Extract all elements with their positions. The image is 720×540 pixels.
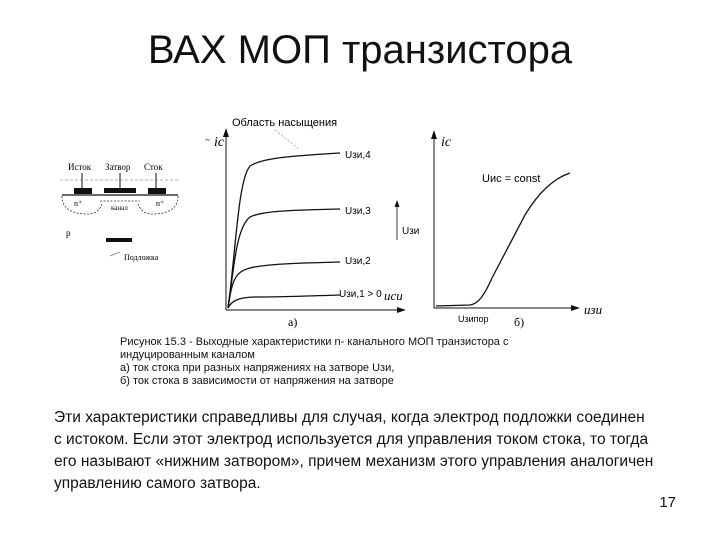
curve-ugs-1 (228, 295, 340, 308)
curve-label-ugs-3: Uзи,3 (345, 206, 371, 217)
channel-label: канал (111, 204, 128, 212)
plot-a-panel-label: а) (288, 315, 298, 329)
body-paragraph: Эти характеристики справедливы для случая, когда электрод подложки соединен с истоком. Если этот электрод используется для управления током стока, то тогда его называют «нижним затвором», причем механизм этого управления аналогичен управлению самого затвора. (54, 409, 654, 492)
output-characteristics-plot (205, 128, 419, 329)
gate-electrode (104, 188, 136, 193)
threshold-label: Uзипор (458, 314, 489, 324)
curve-label-ugs-2: Uзи,2 (345, 256, 371, 267)
caption-line-1: Рисунок 15.3 - Выходные характеристики n- канального МОП транзистора с (120, 336, 509, 348)
drain-contact (148, 188, 166, 194)
source-contact (74, 188, 92, 194)
svg-text:n⁺: n⁺ (156, 199, 165, 208)
caption-line-4: б) ток стока в зависимости от напряжения на затворе (120, 375, 394, 387)
plot-b-panel-label: б) (514, 315, 525, 329)
curve-label-ugs-1: Uзи,1 > 0 (339, 289, 382, 300)
slide-title: ВАХ МОП транзистора (147, 28, 573, 72)
plot-b-y-label: iс (441, 135, 452, 150)
curve-label-ugs-4: Uзи,4 (345, 150, 371, 161)
plot-a-y-label: iс (214, 135, 225, 150)
curve-ugs-3 (228, 209, 340, 308)
caption-line-2: индуцированным каналом (120, 349, 255, 361)
drain-label: Сток (144, 162, 163, 172)
plot-a-x-label: uси (384, 288, 403, 303)
substrate-type-label: p (66, 228, 71, 238)
plot-b-annotation: Uис = const (482, 173, 541, 185)
gate-label: Затвор (105, 162, 131, 172)
curve-ugs-4 (228, 153, 340, 308)
figure-caption (120, 336, 590, 388)
svg-text:n⁺: n⁺ (74, 199, 83, 208)
saturation-pointer (275, 130, 300, 150)
substrate-label: Подложка (124, 253, 159, 262)
mos-cross-section (60, 162, 180, 262)
caption-line-3: а) ток стока при разных напряжениях на затворе Uзи, (120, 362, 395, 374)
plot-b-x-label: uзи (584, 302, 603, 317)
gate-voltage-arrow-label: Uзи (402, 226, 420, 237)
transfer-characteristic-plot (431, 130, 603, 329)
svg-text:~: ~ (205, 135, 210, 145)
substrate-contact (106, 238, 132, 242)
source-label: Исток (68, 162, 92, 172)
curve-ugs-2 (228, 262, 340, 308)
saturation-label: Область насыщения (232, 117, 338, 129)
page-number: 17 (659, 494, 676, 511)
transfer-curve (436, 173, 570, 306)
